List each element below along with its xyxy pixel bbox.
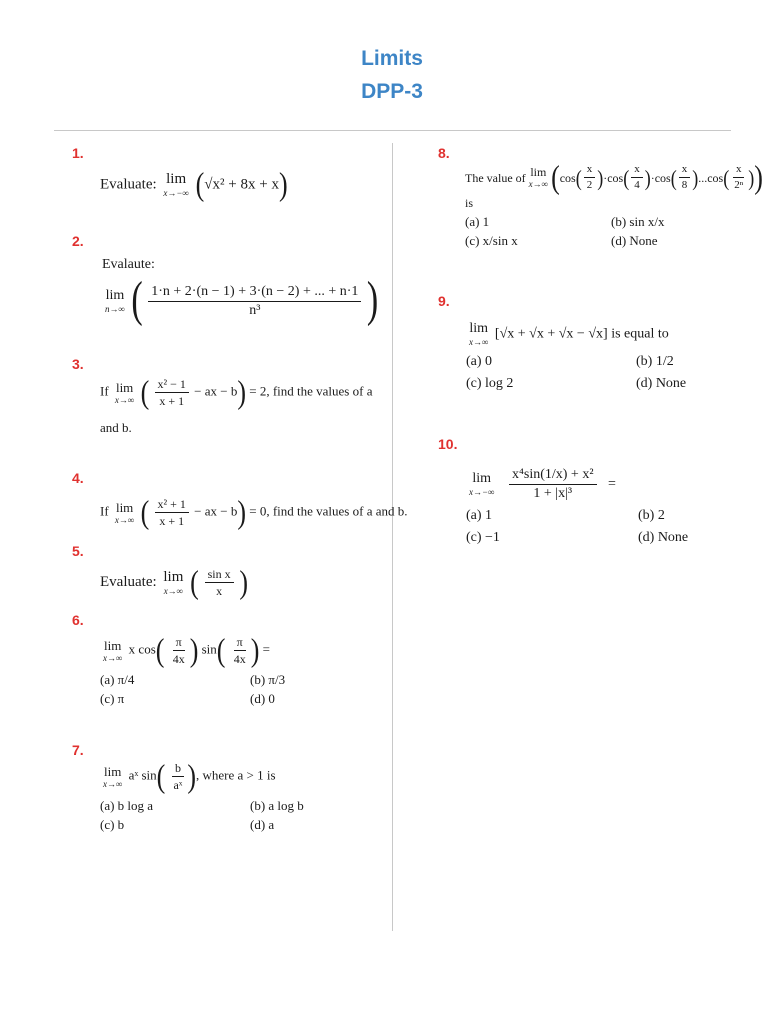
option: (b) sin x/x (611, 214, 665, 229)
option: (c) x/sin x (465, 233, 518, 248)
question-1-body: Evaluate: lim x→−∞ (√x² + 8x + x) (100, 166, 288, 203)
option: (d) None (611, 233, 658, 248)
option: (a) 0 (466, 354, 493, 369)
question-2-body: Evalaute: lim n→∞ ( $\frac{1\cdot n + 2\cdot(n - 1) + 3\cdot(n - 2) + ... + n\cdot 1}{\text{n³}}$ ) (102, 257, 379, 328)
option: (c) −1 (466, 530, 500, 545)
option: (c) log 2 (466, 376, 514, 391)
question-number: 2. (72, 233, 84, 249)
answer-options (100, 799, 400, 831)
answer-options (466, 355, 756, 391)
option: (d) a (250, 817, 275, 832)
question-5-body: Evaluate: lim x→∞ ( $\frac{\text{sin x}}{x}$ ) (100, 563, 249, 600)
question-number: 9. (438, 293, 450, 309)
option: (a) 1 (466, 508, 493, 523)
question-number: 10. (438, 436, 458, 452)
question-number: 6. (72, 612, 84, 628)
option: (b) 1/2 (636, 354, 674, 369)
option: (a) π/4 (100, 672, 135, 687)
math-expression: √x² + 8x + x (204, 176, 279, 193)
option: (a) b log a (100, 798, 154, 813)
option: (c) π (100, 691, 125, 706)
option: (a) 1 (465, 214, 490, 229)
question-9-body: lim x→∞ [√x + √x + √x − √x] is equal to (a) 0 (b) 1/2 (c) log 2 (d) None (466, 322, 756, 391)
question-4-body: If lim x→∞ ( $\frac{\text{x² + 1}}{x + 1}$ − ax − b) = 0, find the values of a and b. (100, 493, 408, 530)
question-7-body: lim x→∞ aˣ sin( $\frac{b}{\text{aˣ}}$ ), where a > 1 is (a) b log a (b) a log b (c) b (d) a (100, 762, 400, 831)
answer-options (466, 509, 758, 545)
page-subtitle: DPP-3 (361, 80, 423, 103)
option: (d) 0 (250, 691, 275, 706)
question-8-body: The value of lim x→∞ ( cos ( $\frac{x}{2}$ ) · cos ( $\frac{x}{4}$ ) · cos ( $\frac{x}{8}$ ) ... cos ( $\frac{x}{\text{2ⁿ}}$ ) ) is (a) 1 (b) sin x/x (c) x/sin x (d) None (465, 158, 763, 248)
question-6-body: lim x→∞ x cos( $\frac{\pi}{4x}$ ) sin( $\frac{\pi}{4x}$ ) = (a) π/4 (b) π/3 (c) π (d) 0 (100, 636, 400, 705)
question-number: 5. (72, 543, 84, 559)
answer-options (465, 215, 763, 247)
limit-operator: lim n→∞ (105, 287, 125, 314)
question-text: Evalaute: (102, 257, 155, 272)
question-number: 1. (72, 145, 84, 161)
page-title: Limits (361, 47, 423, 70)
limit-operator: lim x→−∞ (163, 171, 189, 198)
option: (b) a log b (250, 798, 304, 813)
option: (d) None (636, 376, 687, 391)
question-text: Evaluate: (100, 176, 157, 193)
fraction: $\frac{1\cdot n + 2\cdot(n - 1) + 3\cdot(n - 2) + ... + n\cdot 1}{\text{n³}}$ (148, 285, 361, 318)
option: (c) b (100, 817, 125, 832)
question-number: 4. (72, 470, 84, 486)
question-number: 8. (438, 145, 450, 161)
option: (b) π/3 (250, 672, 286, 687)
question-3-body: If lim x→∞ ( $\frac{\text{x² − 1}}{x + 1}$ − ax − b) = 2, find the values of a and b. (100, 373, 373, 435)
option: (b) 2 (638, 508, 665, 523)
question-number: 3. (72, 356, 84, 372)
question-number: 7. (72, 742, 84, 758)
answer-options (100, 673, 400, 705)
question-10-body: lim x→−∞ $\frac{\text{x⁴sin(1/x) + x²}}{\text{1 + |x|³}}$ = (a) 1 (b) 2 (c) −1 (d) None (466, 468, 758, 545)
horizontal-divider (54, 130, 731, 131)
option: (d) None (638, 530, 689, 545)
